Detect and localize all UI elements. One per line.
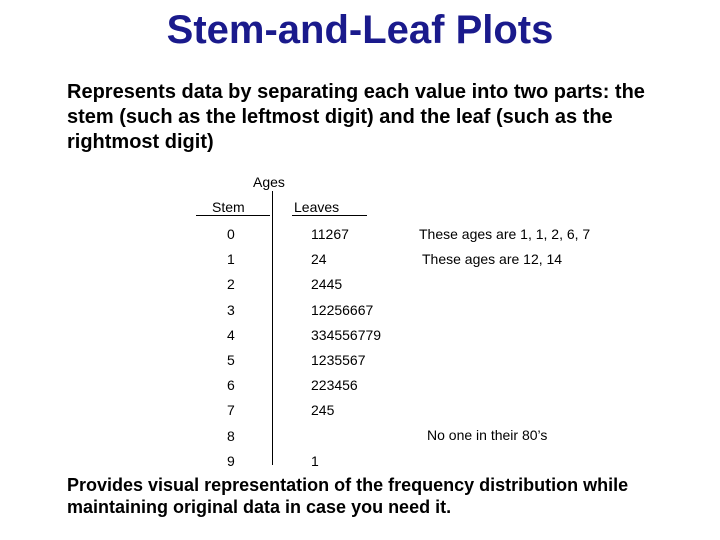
table-row — [0, 352, 720, 372]
stem-value: 6 — [227, 377, 235, 394]
table-row — [0, 302, 720, 322]
table-caption: Ages — [253, 174, 285, 190]
leaves-header: Leaves — [294, 199, 340, 215]
table-row — [0, 453, 720, 473]
leaf-values: 223456 — [311, 377, 358, 394]
table-row — [0, 327, 720, 347]
table-row — [0, 226, 720, 246]
stem-value: 3 — [227, 301, 235, 318]
leaf-values: 11267 — [311, 226, 349, 242]
stem-header-rule — [196, 215, 270, 216]
leaf-values: 1 — [311, 452, 319, 469]
note-row-0: These ages are 1, 1, 2, 6, 7 — [419, 226, 591, 242]
table-row — [0, 276, 720, 296]
page-title: Stem-and-Leaf Plots — [166, 8, 554, 52]
table-row — [0, 251, 720, 271]
footer-text: Provides visual representation of the frequency distribution while maintaining original data in case you need it. — [67, 475, 629, 517]
leaf-values: 334556779 — [311, 326, 382, 343]
stem-header: Stem — [212, 199, 245, 215]
table-row — [0, 402, 720, 422]
leaves-header-rule — [292, 215, 367, 216]
stem-value: 7 — [227, 402, 235, 419]
leaf-values: 2445 — [311, 276, 343, 293]
stem-value: 8 — [227, 427, 235, 444]
stem-value: 4 — [227, 326, 235, 343]
stem-value: 0 — [227, 226, 235, 242]
note-row-8: No one in their 80’s — [427, 427, 548, 443]
leaf-values: 12256667 — [311, 301, 374, 318]
stem-value: 5 — [227, 352, 235, 368]
leaf-values: 245 — [311, 402, 335, 419]
leaf-values: 1235567 — [311, 352, 366, 368]
stem-value: 2 — [227, 276, 235, 293]
intro-text: Represents data by separating each value into two parts: the stem (such as the leftmost digit) and the leaf (such as the rightmost digit) — [67, 81, 645, 153]
table-row — [0, 428, 720, 448]
table-row — [0, 377, 720, 397]
note-row-1: These ages are 12, 14 — [422, 251, 563, 267]
leaf-values: 24 — [311, 251, 327, 268]
stem-value: 9 — [227, 452, 235, 469]
stem-value: 1 — [227, 251, 235, 268]
